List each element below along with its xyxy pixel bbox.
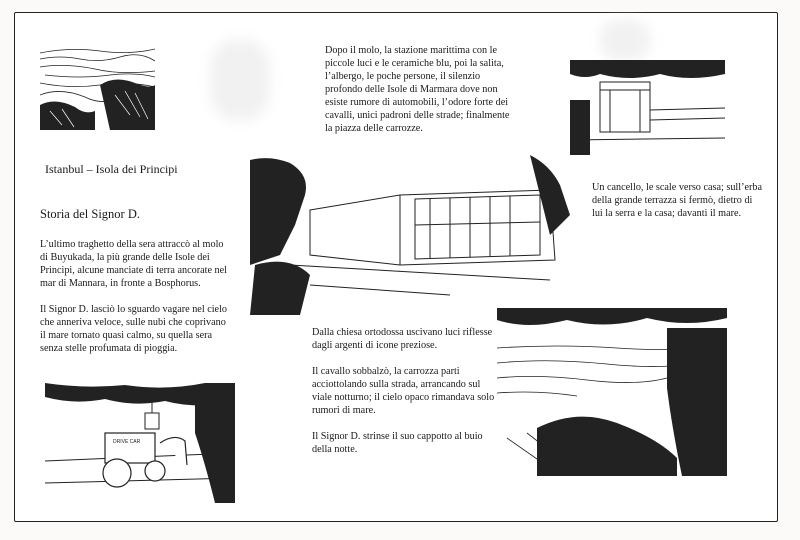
- sea-terrace-sketch: [497, 308, 727, 476]
- left-column-text: [40, 238, 232, 355]
- top-center-text: [325, 44, 510, 135]
- bottom-center-text: [312, 326, 497, 456]
- location-title: Istanbul – Isola dei Principi: [45, 162, 178, 176]
- paragraph: Il cavallo sobbalzò, la carrozza parti acciottolando sulla strada, arrancando sul viale notturno; il cielo opaco rimandava solo rumori di mare.: [312, 366, 495, 416]
- right-column-text: [592, 181, 762, 220]
- paragraph: Il Signor D. strinse il suo cappotto al buio della notte.: [312, 431, 483, 455]
- story-title: Storia del Signor D.: [40, 207, 140, 221]
- greenhouse-house-sketch: [250, 155, 575, 315]
- paragraph: Il Signor D. lasciò lo sguardo vagare nel cielo che anneriva veloce, sulle nubi che coprivano il mare tornato quasi calmo, su quella sera senza stelle profumata di pioggia.: [40, 304, 228, 354]
- carriage-sign-text: DRIVE CAR: [113, 439, 141, 445]
- paragraph: Un cancello, le scale verso casa; sull’erba della grande terrazza si fermò, dietro di lui la serra e la casa; davanti il mare.: [592, 182, 762, 219]
- paragraph: Dalla chiesa ortodossa uscivano luci riflesse dagli argenti di icone preziose.: [312, 327, 493, 351]
- paper-smudge: [600, 20, 650, 60]
- carriage-street-sketch: [45, 383, 235, 503]
- paragraph: Dopo il molo, la stazione marittima con le piccole luci e le ceramiche blu, poi la salita, l’albergo, le poche persone, il silenzio profondo delle Isole di Marmara dove non esiste rumore di automobili, l’odore forte dei cavalli, unici padroni delle strade; finalmente la piazza delle carrozze.: [325, 45, 510, 134]
- gate-terrace-sketch: [570, 60, 725, 155]
- coastal-landscape-sketch: [40, 45, 155, 130]
- paper-smudge: [210, 40, 270, 120]
- paragraph: L’ultimo traghetto della sera attraccò al molo di Buyukada, la più grande delle Isole dei Principi, alcune manciate di terra ancorate nel mar di Mannara, in fronte a Bosphorus.: [40, 239, 227, 289]
